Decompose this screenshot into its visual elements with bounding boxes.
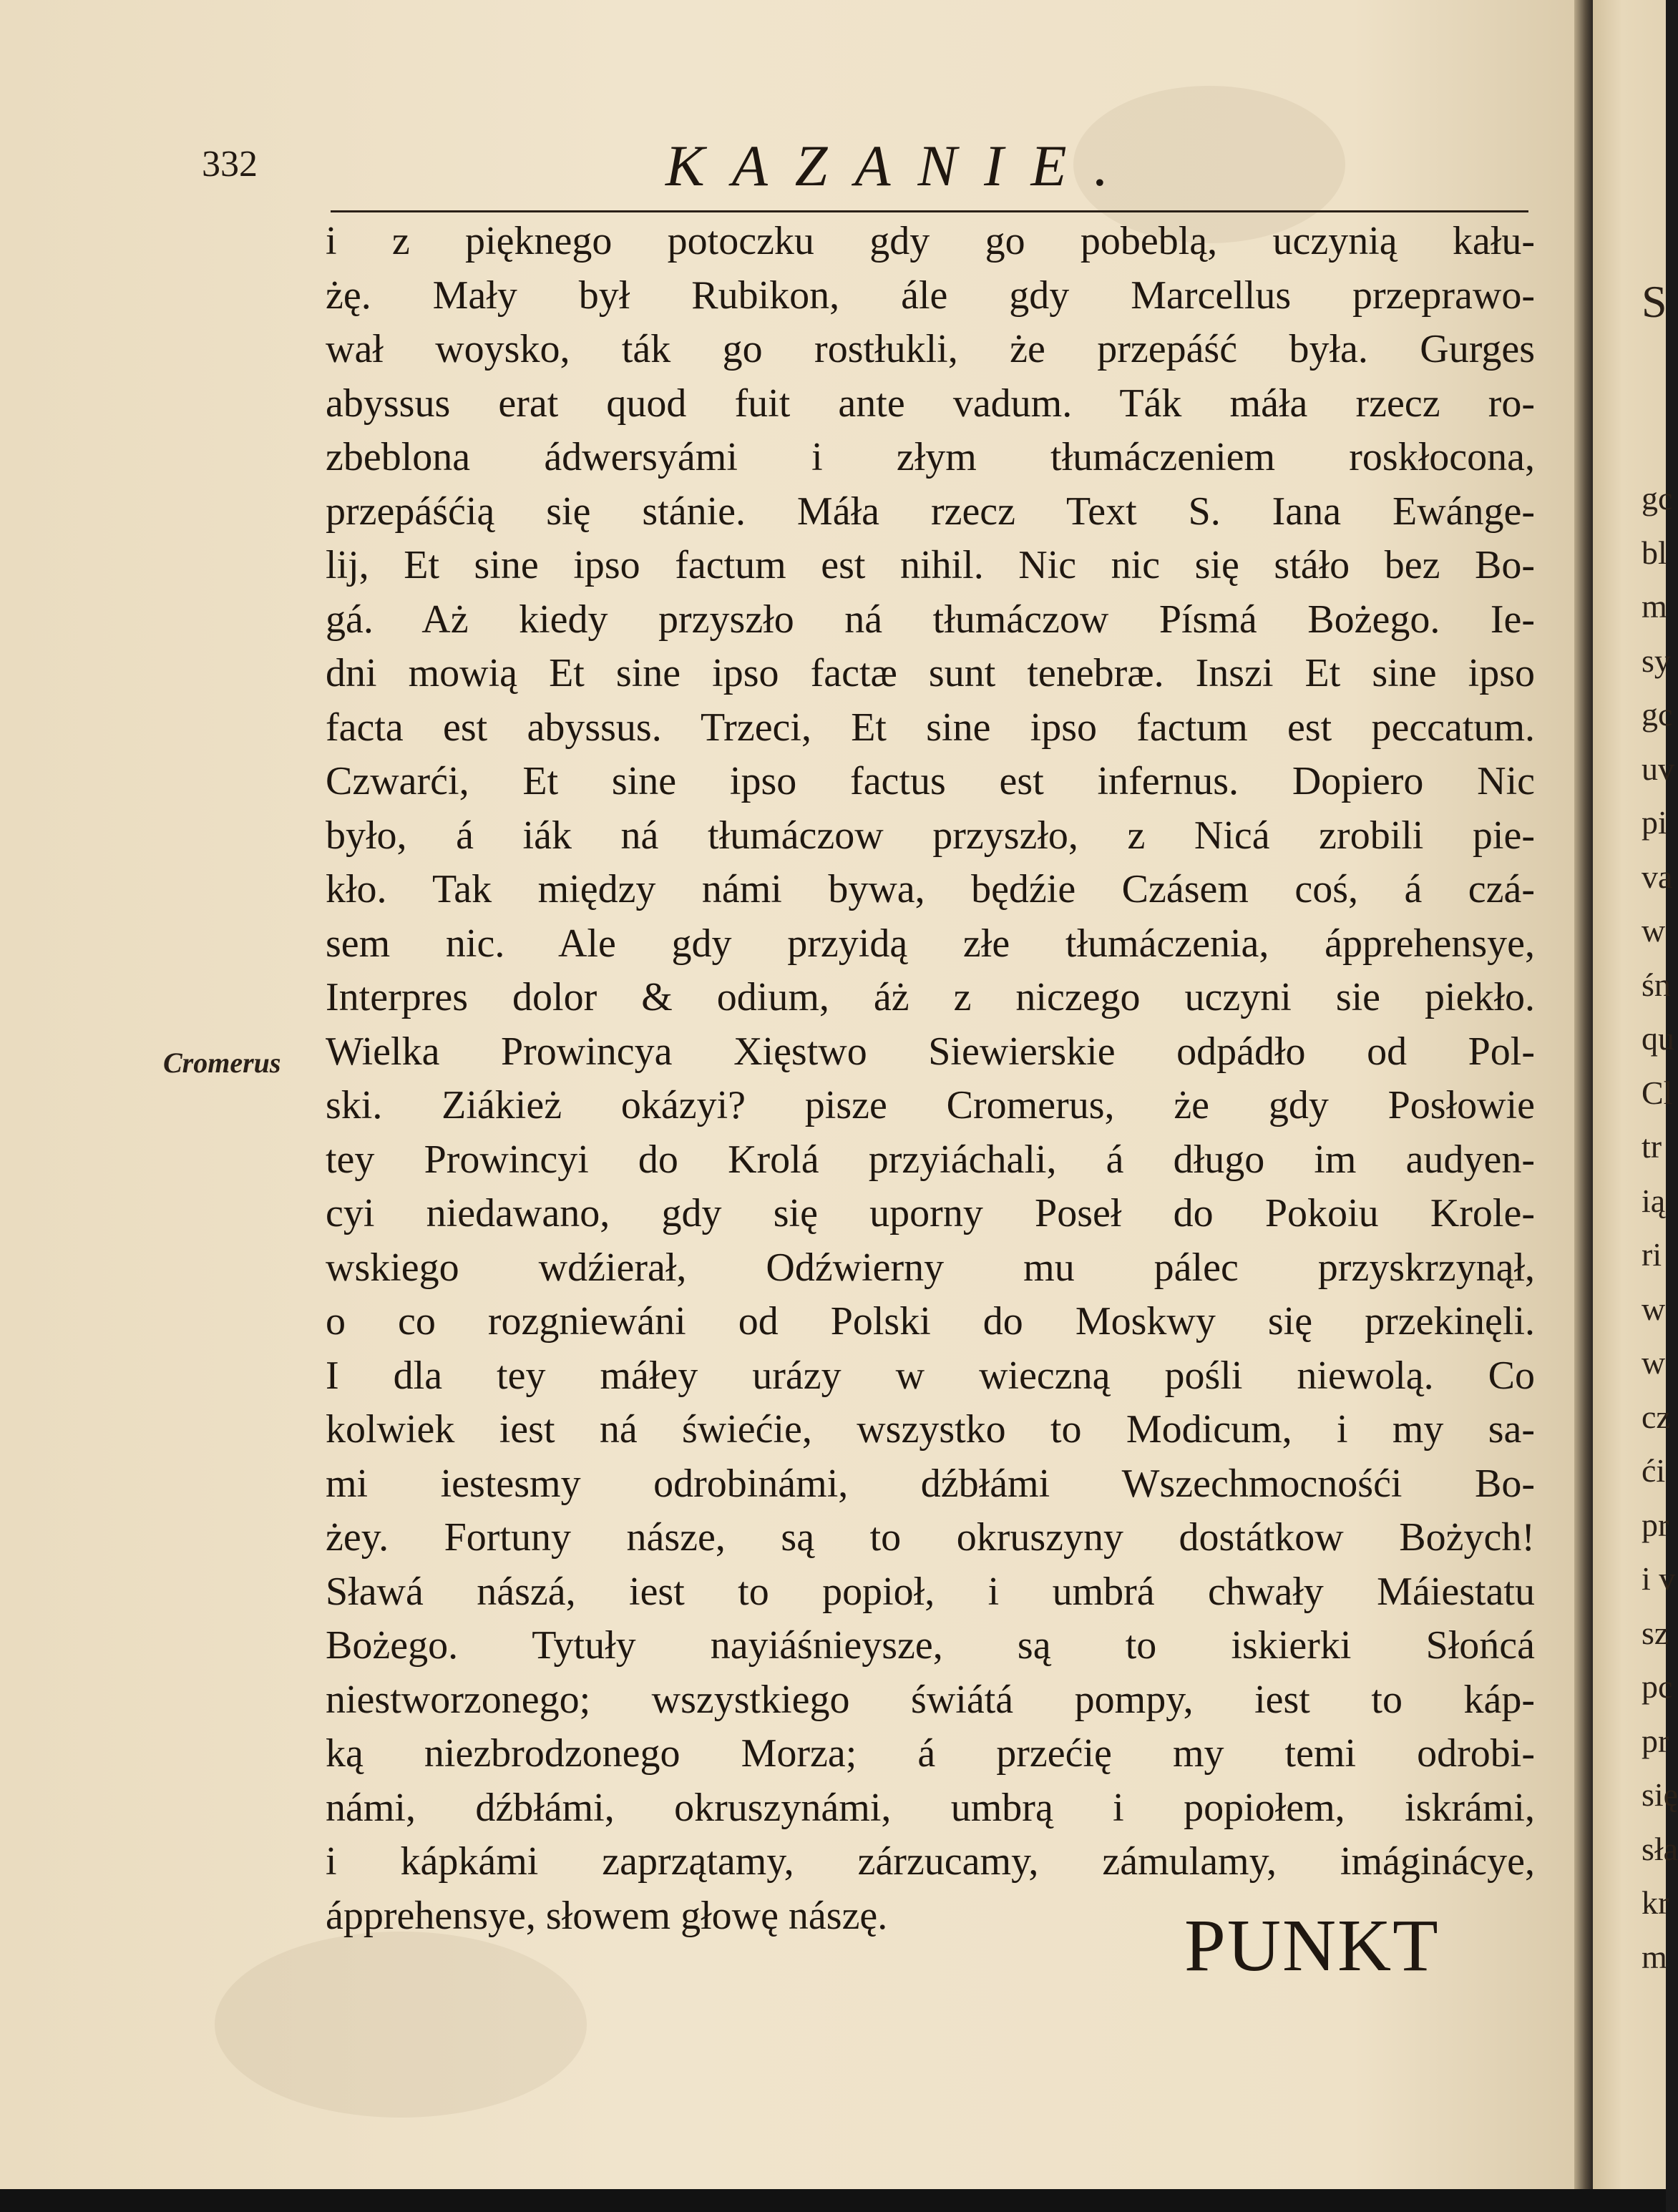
text-line: Sławá nászá, iest to popioł, i umbrá chwały Máiestatu bbox=[326, 1569, 1535, 1614]
text-line: zbeblona ádwersyámi i złym tłumáczeniem roskłocona, bbox=[326, 435, 1535, 479]
facing-page-fragment: tr bbox=[1642, 1128, 1662, 1165]
text-line: gá. Aż kiedy przyszło ná tłumáczow Písmá Bożego. Ie- bbox=[326, 597, 1535, 642]
catchword: PUNKT bbox=[1184, 1904, 1440, 1987]
text-line: ką niezbrodzonego Morza; á przećię my temi odrobi- bbox=[326, 1731, 1535, 1776]
text-line: dni mowią Et sine ipso factæ sunt tenebræ. Inszi Et sine ipso bbox=[326, 651, 1535, 695]
facing-page-fragment: ri bbox=[1642, 1236, 1662, 1273]
facing-page-fragment: gc bbox=[1642, 480, 1673, 517]
paper-stain bbox=[215, 1932, 587, 2118]
facing-page-fragment: pi bbox=[1642, 804, 1667, 841]
text-line: wał woysko, ták go rostłukli, że przepáść była. Gurges bbox=[326, 327, 1535, 371]
text-line: Wielka Prowincya Xięstwo Siewierskie odpádło od Pol- bbox=[326, 1029, 1535, 1074]
text-line: facta est abyssus. Trzeci, Et sine ipso factum est peccatum. bbox=[326, 705, 1535, 750]
facing-page-fragment: qu bbox=[1642, 1020, 1674, 1057]
text-line: Interpres dolor & odium, áż z niczego uczyni sie piekło. bbox=[326, 975, 1535, 1019]
facing-page-fragment: się bbox=[1642, 1776, 1678, 1813]
header-rule bbox=[331, 210, 1528, 212]
facing-page-fragment: m bbox=[1642, 1938, 1667, 1975]
text-line: przepáśćią się stánie. Máła rzecz Text S. Iana Ewánge- bbox=[326, 489, 1535, 534]
margin-note: Cromerus bbox=[163, 1047, 281, 1079]
facing-page-fragment: pc bbox=[1642, 1668, 1673, 1705]
text-line: lij, Et sine ipso factum est nihil. Nic nic się stáło bez Bo- bbox=[326, 543, 1535, 587]
text-line: mi iestesmy odrobinámi, dźbłámi Wszechmocnośći Bo- bbox=[326, 1461, 1535, 1506]
text-line: ski. Ziákież okázyi? pisze Cromerus, że gdy Posłowie bbox=[326, 1083, 1535, 1127]
page-number: 332 bbox=[202, 144, 258, 185]
text-line: niestworzonego; wszystkiego świátá pompy, iest to káp- bbox=[326, 1677, 1535, 1722]
facing-page-fragment: w bbox=[1642, 1290, 1666, 1327]
facing-page-fragment: sz bbox=[1642, 1614, 1669, 1651]
facing-page-fragment: sy bbox=[1642, 642, 1671, 679]
text-line: kło. Tak między námi bywa, będźie Czásem coś, á czá- bbox=[326, 867, 1535, 911]
facing-page-edge bbox=[1593, 0, 1678, 2212]
text-line: Bożego. Tytuły nayiáśnieysze, są to iskierki Słońcá bbox=[326, 1623, 1535, 1668]
text-line: i kápkámi zaprzątamy, zárzucamy, zámulamy, imáginácye, bbox=[326, 1839, 1535, 1884]
text-line: Czwarći, Et sine ipso factus est infernus. Dopiero Nic bbox=[326, 759, 1535, 803]
text-line: wskiego wdźierał, Odźwierny mu pálec przyskrzynął, bbox=[326, 1245, 1535, 1290]
facing-page-fragment: S bbox=[1642, 276, 1667, 327]
sermon-text bbox=[326, 215, 1535, 1943]
facing-page-fragment: bl bbox=[1642, 534, 1667, 571]
text-line: żey. Fortuny násze, są to okruszyny dostátkow Bożych! bbox=[326, 1515, 1535, 1560]
facing-page-fragment: va bbox=[1642, 858, 1673, 895]
facing-page-fragment: gc bbox=[1642, 696, 1673, 733]
text-line: było, á iák ná tłumáczow przyszło, z Nicá zrobili pie- bbox=[326, 813, 1535, 858]
text-line: ápprehensye, słowem głowę nászę. bbox=[326, 1893, 888, 1938]
text-line: námi, dźbłámi, okruszynámi, umbrą i popiołem, iskrámi, bbox=[326, 1785, 1535, 1830]
facing-page-fragment: pr bbox=[1642, 1722, 1669, 1759]
text-line: abyssus erat quod fuit ante vadum. Ták máła rzecz ro- bbox=[326, 381, 1535, 426]
facing-page-fragment: ći bbox=[1642, 1452, 1666, 1489]
facing-page-fragment: m bbox=[1642, 588, 1667, 625]
facing-page-fragment: sła bbox=[1642, 1830, 1678, 1867]
facing-page-fragment: śn bbox=[1642, 966, 1671, 1003]
facing-page-fragment: w bbox=[1642, 912, 1666, 949]
text-line: cyi niedawano, gdy się uporny Poseł do Pokoiu Krole- bbox=[326, 1191, 1535, 1235]
facing-page-fragment: w bbox=[1642, 1344, 1666, 1381]
facing-page-fragment: ią bbox=[1642, 1182, 1666, 1219]
book-gutter bbox=[1574, 0, 1593, 2212]
text-line: sem nic. Ale gdy przyidą złe tłumáczenia, ápprehensye, bbox=[326, 921, 1535, 966]
facing-page-fragment: kr bbox=[1642, 1884, 1669, 1921]
text-line: o co rozgniewáni od Polski do Moskwy się przekinęli. bbox=[326, 1299, 1535, 1344]
running-head: KAZANIE. bbox=[665, 133, 1136, 198]
text-line: tey Prowincyi do Krolá przyiáchali, á długo im audyen- bbox=[326, 1137, 1535, 1182]
facing-page-fragment: cz bbox=[1642, 1398, 1671, 1435]
scan-border bbox=[0, 2189, 1666, 2212]
text-line: i z pięknego potoczku gdy go pobeblą, uczynią kału- bbox=[326, 219, 1535, 263]
facing-page-fragment: pr bbox=[1642, 1506, 1669, 1543]
facing-page-fragment: i v bbox=[1642, 1560, 1676, 1597]
facing-page-fragment: uv bbox=[1642, 750, 1674, 787]
text-line: kolwiek iest ná świećie, wszystko to Modicum, i my sa- bbox=[326, 1407, 1535, 1452]
facing-page-fragment: Cl bbox=[1642, 1074, 1673, 1111]
text-line: żę. Mały był Rubikon, ále gdy Marcellus przeprawo- bbox=[326, 273, 1535, 318]
text-line: I dla tey máłey urázy w wieczną pośli niewolą. Co bbox=[326, 1353, 1535, 1398]
